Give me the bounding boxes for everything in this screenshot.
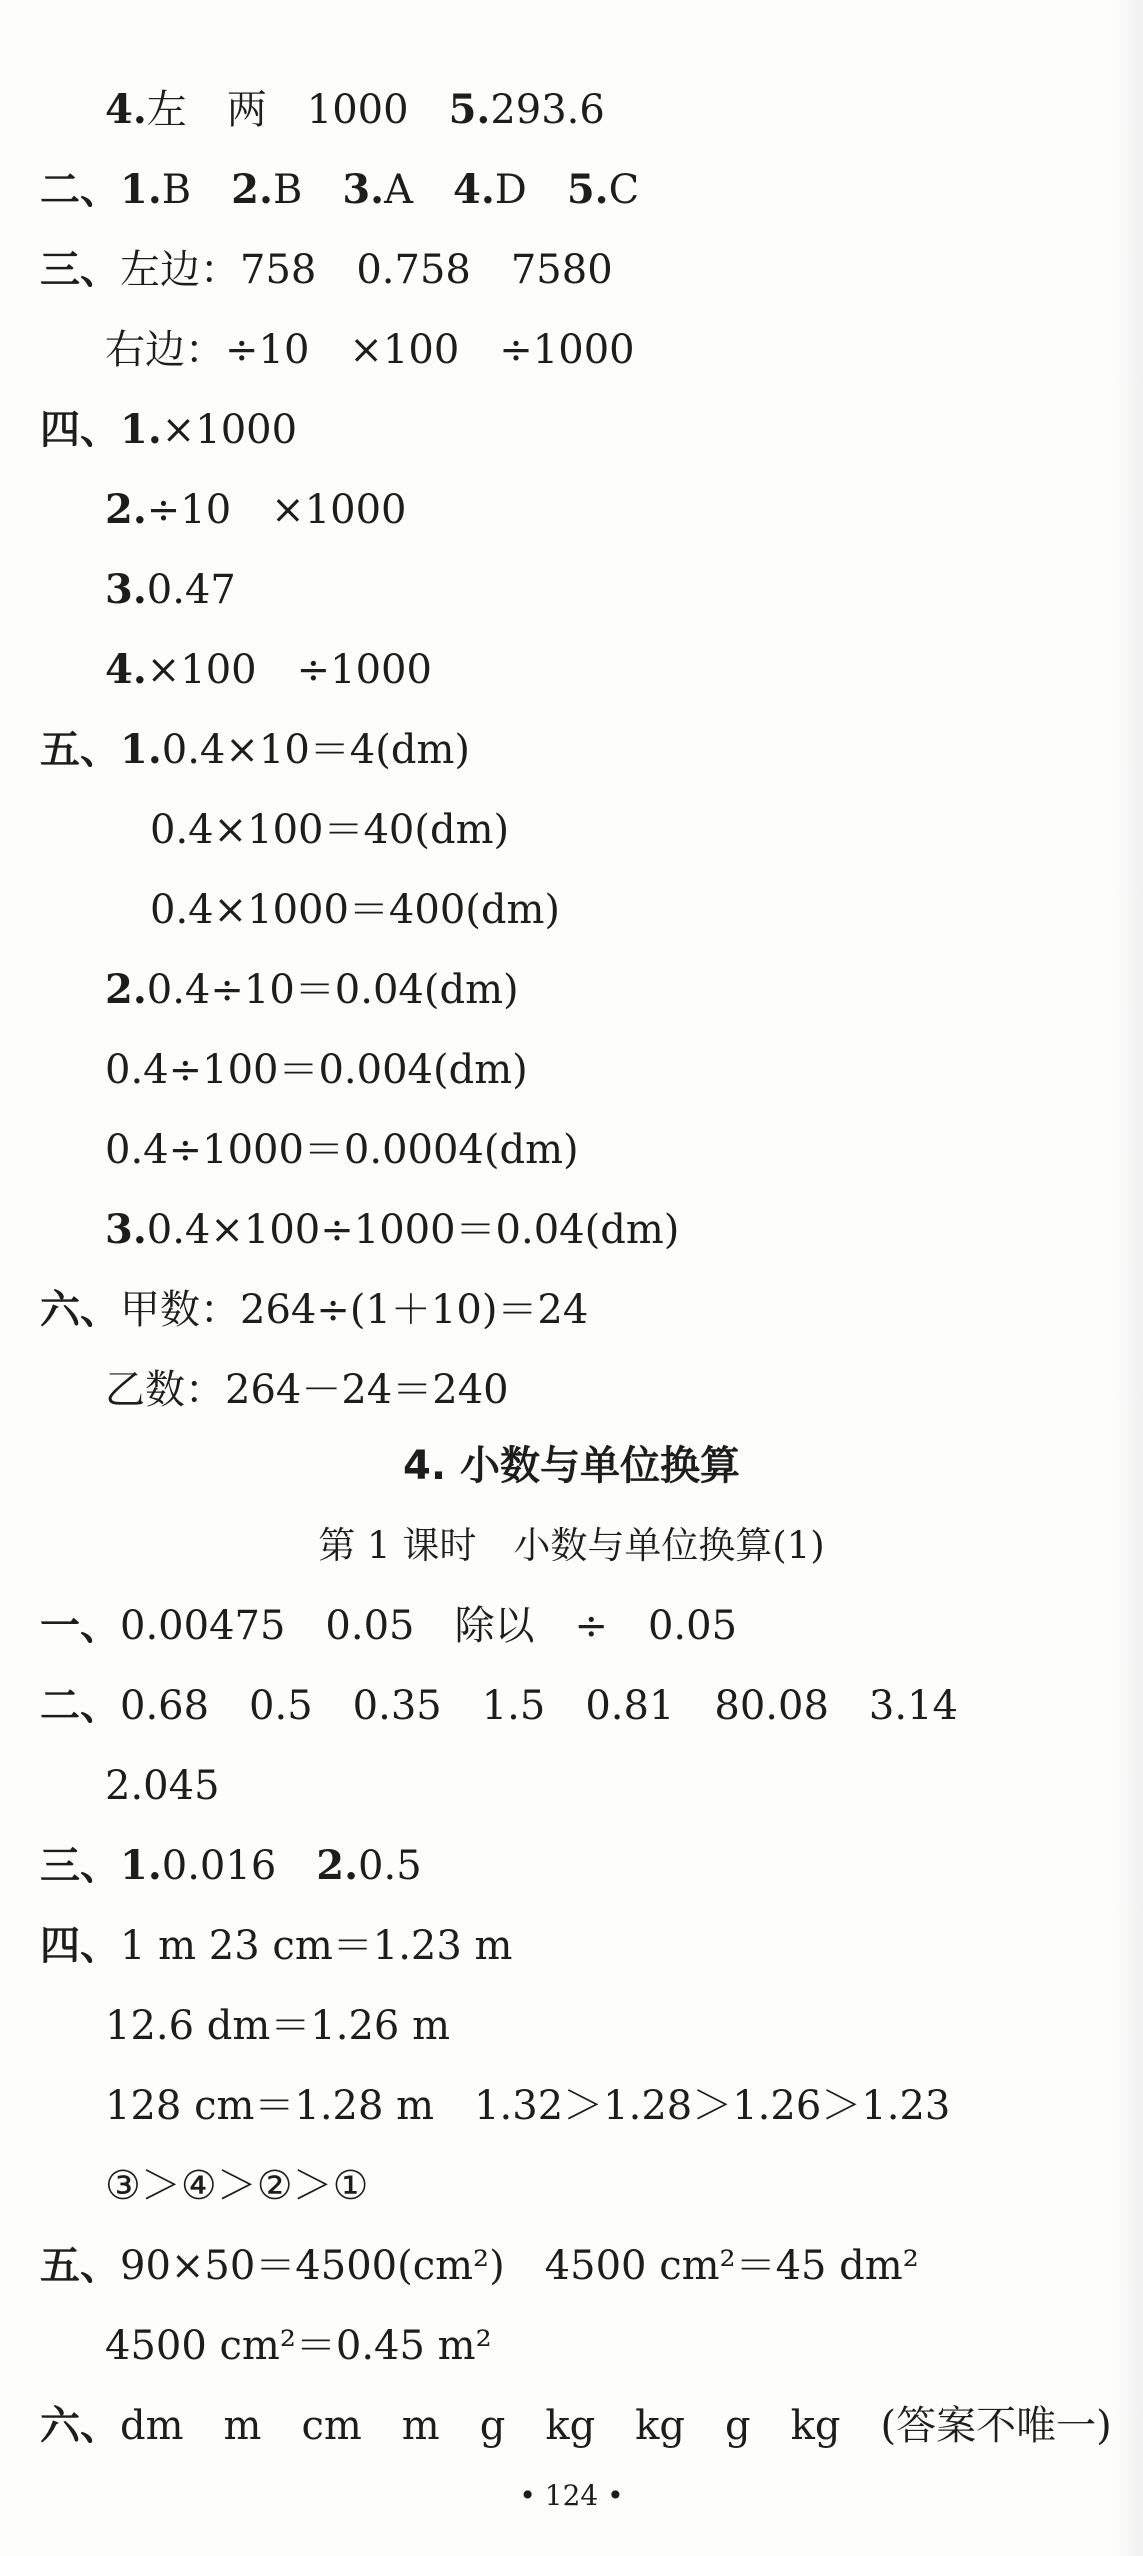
page-edge-shadow xyxy=(1113,0,1143,2556)
answer-text: 2.045 xyxy=(105,1763,220,1809)
answer-text: D xyxy=(494,167,567,213)
question-marker: 二、1. xyxy=(40,166,162,213)
answer-line xyxy=(150,882,560,938)
question-marker: 六、 xyxy=(40,1286,120,1333)
answer-line xyxy=(105,1042,528,1098)
answer-text: B xyxy=(272,167,343,213)
question-marker: 三、 xyxy=(40,246,120,293)
answer-text: ③＞④＞②＞① xyxy=(105,2163,369,2209)
question-marker: 四、1. xyxy=(40,406,162,453)
question-marker: 4. xyxy=(453,166,495,213)
answer-line xyxy=(40,242,613,298)
answer-text: ×100 ÷1000 xyxy=(146,647,432,693)
answer-text: 0.68 0.5 0.35 1.5 0.81 80.08 3.14 xyxy=(120,1683,958,1729)
answer-text: 右边：÷10 ×100 ÷1000 xyxy=(105,327,635,373)
answer-text: 左边：758 0.758 7580 xyxy=(120,247,613,293)
answer-text: 0.5 xyxy=(358,1843,422,1889)
answer-line xyxy=(105,482,407,538)
answer-line xyxy=(40,1678,958,1734)
answer-line xyxy=(105,962,519,1018)
answer-text: ×1000 xyxy=(161,407,298,453)
answer-line xyxy=(40,722,470,778)
question-marker: 4. xyxy=(105,646,147,693)
answer-text: 0.4÷10＝0.04(dm) xyxy=(146,967,519,1013)
answer-text: A xyxy=(384,167,453,213)
question-marker: 二、 xyxy=(40,1682,120,1729)
answer-text: 12.6 dm＝1.26 m xyxy=(105,2003,451,2049)
question-marker: 5. xyxy=(448,86,491,133)
answer-line xyxy=(105,2078,950,2134)
answer-line xyxy=(105,82,605,138)
answer-line xyxy=(105,1998,450,2054)
question-marker: 5. xyxy=(566,166,609,213)
answer-line xyxy=(105,322,635,378)
page-number: • 124 • xyxy=(519,2479,624,2512)
question-marker: 3. xyxy=(105,566,147,613)
answer-line xyxy=(105,2158,368,2214)
question-marker: 2. xyxy=(316,1842,359,1889)
answer-text: 乙数：264－24＝240 xyxy=(105,1367,509,1413)
answer-text: 128 cm＝1.28 m 1.32＞1.28＞1.26＞1.23 xyxy=(105,2083,951,2129)
question-marker: 四、 xyxy=(40,1922,120,1969)
question-marker: 3. xyxy=(105,1206,147,1253)
answer-line xyxy=(105,1362,509,1418)
question-marker: 2. xyxy=(231,166,273,213)
answer-text: 0.4÷1000＝0.0004(dm) xyxy=(105,1127,579,1173)
question-marker: 三、1. xyxy=(40,1842,162,1889)
answer-line xyxy=(105,1202,679,1258)
answer-line xyxy=(40,1282,588,1338)
answer-line xyxy=(150,802,509,858)
answer-text: 甲数：264÷(1＋10)＝24 xyxy=(120,1287,589,1333)
answer-line xyxy=(40,1598,737,1654)
question-marker: 4. xyxy=(105,86,147,133)
answer-line xyxy=(40,1838,422,1894)
answer-text: 左 两 1000 xyxy=(146,87,449,133)
answer-text: 0.47 xyxy=(146,567,236,613)
answer-text: 0.4×1000＝400(dm) xyxy=(150,887,561,933)
lesson-heading: 第 1 课时 小数与单位换算(1) xyxy=(318,1524,825,1567)
answer-text: 4500 cm²＝0.45 m² xyxy=(105,2323,492,2369)
answer-text: 0.4×10＝4(dm) xyxy=(161,727,470,773)
question-marker: 五、 xyxy=(40,2242,120,2289)
answer-line xyxy=(105,562,236,618)
answer-text: 0.4×100＝40(dm) xyxy=(150,807,510,853)
answer-text: B xyxy=(161,167,232,213)
answer-text: 293.6 xyxy=(490,87,605,133)
answer-line xyxy=(40,162,639,218)
question-marker: 3. xyxy=(342,166,385,213)
answer-line xyxy=(105,1122,579,1178)
answer-text: dm m cm m g kg kg g kg (答案不唯一) xyxy=(120,2403,1112,2449)
answer-line xyxy=(40,2398,1112,2454)
answer-line xyxy=(40,2238,919,2294)
answer-line xyxy=(40,402,297,458)
question-marker: 六、 xyxy=(40,2402,120,2449)
answer-line xyxy=(105,2318,492,2374)
answer-text: 90×50＝4500(cm²) 4500 cm²＝45 dm² xyxy=(120,2243,919,2289)
question-marker: 2. xyxy=(105,486,147,533)
answer-text: 0.00475 0.05 除以 ÷ 0.05 xyxy=(120,1603,738,1649)
answer-line xyxy=(40,1918,512,1974)
answer-line xyxy=(105,1758,220,1814)
question-marker: 2. xyxy=(105,966,147,1013)
answer-text: 0.4×100÷1000＝0.04(dm) xyxy=(146,1207,680,1253)
answer-text: 0.016 xyxy=(161,1843,317,1889)
question-marker: 一、 xyxy=(40,1602,120,1649)
question-marker: 五、1. xyxy=(40,726,162,773)
answer-text: 0.4÷100＝0.004(dm) xyxy=(105,1047,528,1093)
answer-text: 1 m 23 cm＝1.23 m xyxy=(120,1923,513,1969)
section-heading: 4. 小数与单位换算 xyxy=(403,1443,740,1489)
answer-text: ÷10 ×1000 xyxy=(146,487,407,533)
answer-text: C xyxy=(608,167,640,213)
answer-line xyxy=(105,642,432,698)
